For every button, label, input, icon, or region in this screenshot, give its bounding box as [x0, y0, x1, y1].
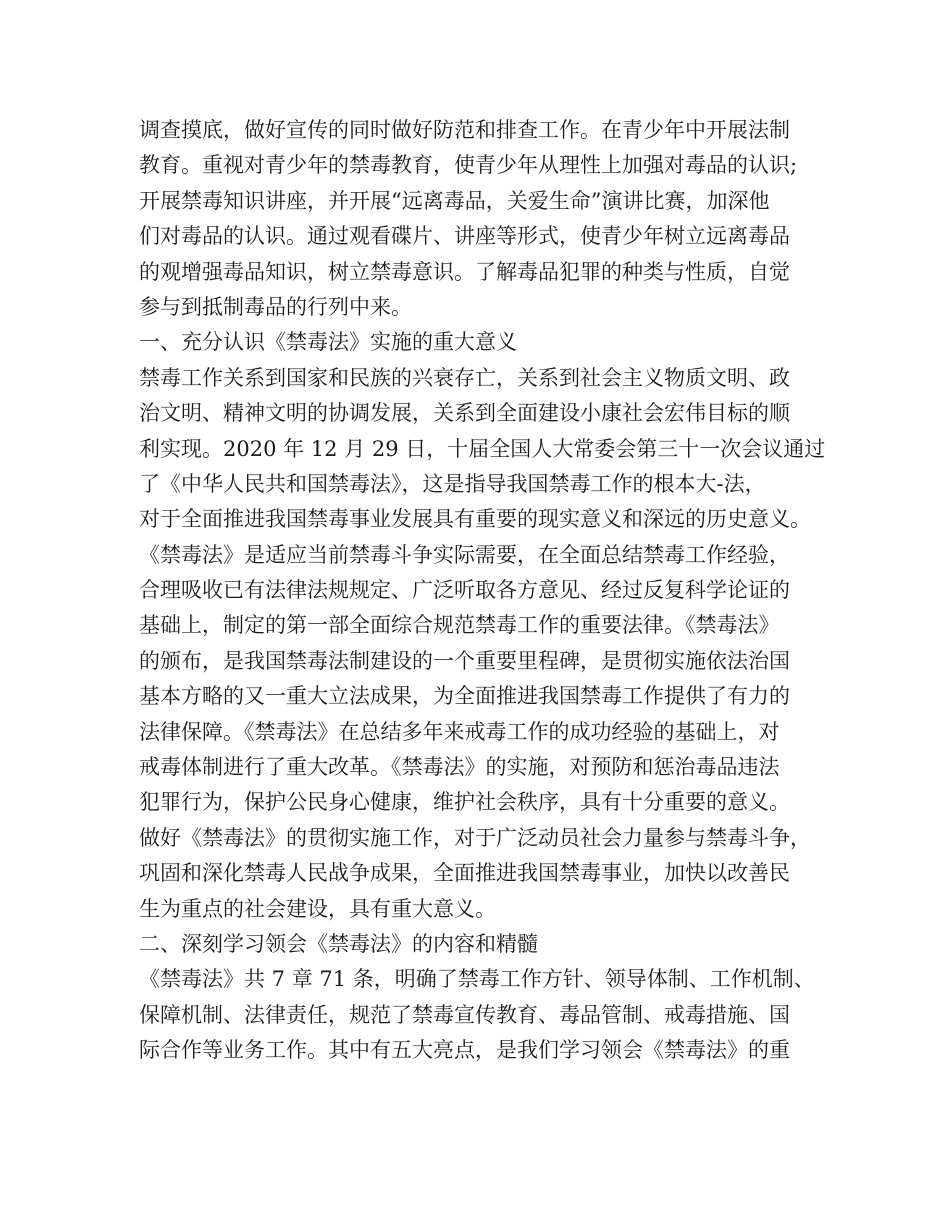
text-line: 巩固和深化禁毒人民战争成果，全面推进我国禁毒事业，加快以改善民 — [139, 861, 790, 886]
text-line: 们对毒品的认识。通过观看碟片、讲座等形式，使青少年树立远离毒品 — [139, 224, 790, 249]
text-line: 做好《禁毒法》的贯彻实施工作，对于广泛动员社会力量参与禁毒斗争， — [139, 825, 811, 850]
text-line: 调查摸底，做好宣传的同时做好防范和排查工作。在青少年中开展法制 — [139, 118, 790, 142]
text-line: 禁毒工作关系到国家和民族的兴衰存亡，关系到社会主义物质文明、政 — [139, 365, 790, 390]
section-heading-2: 二、深刻学习领会《禁毒法》的内容和精髓 — [139, 931, 538, 956]
text-line: 基础上，制定的第一部全面综合规范禁毒工作的重要法律。《禁毒法》 — [139, 613, 780, 638]
text-line: 利实现。2020 年 12 月 29 日，十届全国人大常委会第三十一次会议通过 — [139, 436, 826, 461]
text-line: 的观增强毒品知识，树立禁毒意识。了解毒品犯罪的种类与性质，自觉 — [139, 259, 790, 284]
text-line: 生为重点的社会建设，具有重大意义。 — [139, 896, 496, 921]
text-line: 开展禁毒知识讲座，并开展“远离毒品，关爱生命”演讲比赛，加深他 — [139, 188, 770, 213]
text-line: 合理吸收已有法律法规规定、广泛听取各方意见、经过反复科学论证的 — [139, 578, 790, 603]
text-line: 犯罪行为，保护公民身心健康，维护社会秩序，具有十分重要的意义。 — [139, 790, 790, 815]
text-line: 基本方略的又一重大立法成果，为全面推进我国禁毒工作提供了有力的 — [139, 684, 790, 709]
text-line: 治文明、精神文明的协调发展，关系到全面建设小康社会宏伟目标的顺 — [139, 401, 790, 426]
text-line: 际合作等业务工作。其中有五大亮点，是我们学习领会《禁毒法》的重 — [139, 1038, 790, 1063]
text-line: 《禁毒法》是适应当前禁毒斗争实际需要，在全面总结禁毒工作经验， — [139, 542, 790, 567]
document-body — [139, 113, 829, 1069]
text-line: 对于全面推进我国禁毒事业发展具有重要的现实意义和深远的历史意义。 — [139, 507, 811, 532]
text-line: 参与到抵制毒品的行列中来。 — [139, 294, 412, 319]
text-line: 戒毒体制进行了重大改革。《禁毒法》的实施，对预防和惩治毒品违法 — [139, 755, 780, 780]
text-line: 的颁布，是我国禁毒法制建设的一个重要里程碑，是贯彻实施依法治国 — [139, 648, 790, 673]
section-heading-1: 一、充分认识《禁毒法》实施的重大意义 — [139, 330, 517, 355]
text-line: 教育。重视对青少年的禁毒教育，使青少年从理性上加强对毒品的认识; — [139, 153, 798, 178]
text-line: 法律保障。《禁毒法》在总结多年来戒毒工作的成功经验的基础上，对 — [139, 719, 780, 744]
text-line: 了《中华人民共和国禁毒法》，这是指导我国禁毒工作的根本大-法， — [139, 471, 766, 496]
text-line: 《禁毒法》共 7 章 71 条，明确了禁毒工作方针、领导体制、工作机制、 — [139, 967, 815, 992]
text-line: 保障机制、法律责任，规范了禁毒宣传教育、毒品管制、戒毒措施、国 — [139, 1002, 790, 1027]
